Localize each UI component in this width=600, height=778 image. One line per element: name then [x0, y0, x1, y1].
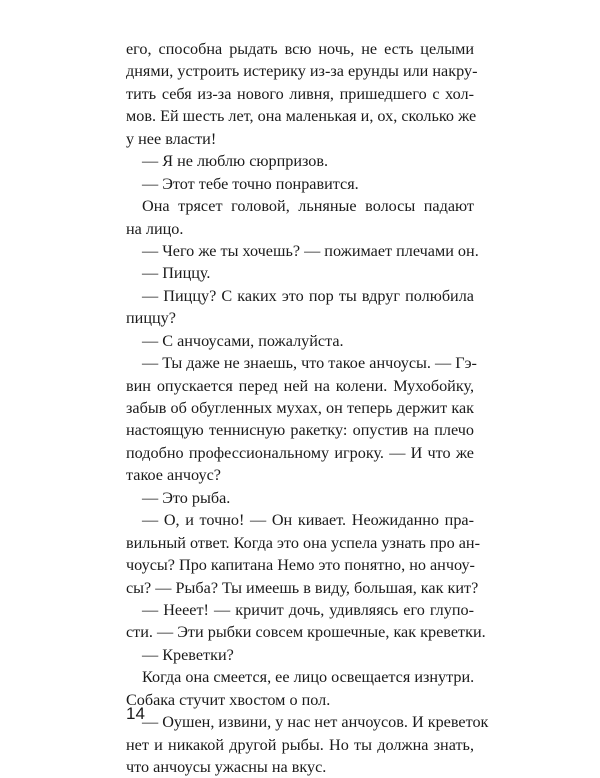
text-line: — Пиццу? С каких это пор ты вдруг полюбила	[142, 286, 474, 305]
text-line: сти. — Эти рыбки совсем крошечные, как креветки.	[126, 623, 486, 642]
text-line: — С анчоусами, пожалуйста.	[142, 331, 344, 350]
text-line: сы? — Рыба? Ты имеешь в виду, большая, как кит?	[126, 578, 479, 597]
text-line: — О, и точно! — Он кивает. Неожиданно пра-	[142, 511, 474, 530]
text-line: у нее власти!	[126, 129, 217, 148]
text-line: нет и никакой другой рыбы. Но ты должна знать,	[126, 735, 474, 754]
text-line: — Этот тебе точно понравится.	[142, 174, 359, 193]
text-line: тить себя из-за нового ливня, пришедшего с хол-	[126, 84, 474, 103]
text-line: пиццу?	[126, 309, 176, 328]
text-line: настоящую теннисную ракетку: опустив на плечо	[126, 421, 474, 440]
text-line: мов. Ей шесть лет, она маленькая и, ох, сколько же	[126, 107, 477, 126]
text-line: чоусы? Про капитана Немо это понятно, но анчоу-	[126, 556, 475, 575]
text-line: — Это рыба.	[142, 488, 231, 507]
text-line: что анчоусы ужасны на вкус.	[126, 758, 327, 776]
text-line: вин опускается перед ней на колени. Мухобойку,	[126, 376, 474, 395]
text-line: — Нееет! — кричит дочь, удивляясь его глупо-	[142, 600, 474, 619]
text-line: на лицо.	[126, 219, 184, 238]
text-line: Когда она смеется, ее лицо освещается изнутри.	[142, 668, 475, 687]
text-line: — Пиццу.	[142, 264, 211, 283]
text-line: вильный ответ. Когда это она успела узнать про ан-	[126, 533, 480, 552]
text-line: Она трясет головой, льняные волосы падают	[142, 197, 474, 216]
text-line: — Чего же ты хочешь? — пожимает плечами он.	[142, 241, 479, 260]
text-line: — Оушен, извини, у нас нет анчоусов. И креветок	[142, 713, 489, 732]
body-text	[126, 38, 489, 778]
page-number: 14	[126, 704, 145, 723]
text-line: — Ты даже не знаешь, что такое анчоусы. — Гэ-	[142, 354, 477, 373]
text-line: Собака стучит хвостом о пол.	[126, 690, 331, 709]
text-line: подобно профессиональному игроку. — И что же	[126, 443, 474, 462]
text-line: — Я не люблю сюрпризов.	[142, 152, 329, 171]
text-line: днями, устроить истерику из-за ерунды или накру-	[126, 62, 478, 81]
text-line: такое анчоус?	[126, 466, 221, 485]
text-line: забыв об обугленных мухах, он теперь держит как	[126, 399, 474, 417]
text-line: — Креветки?	[142, 645, 234, 664]
text-line: его, способна рыдать всю ночь, не есть целыми	[126, 40, 474, 58]
